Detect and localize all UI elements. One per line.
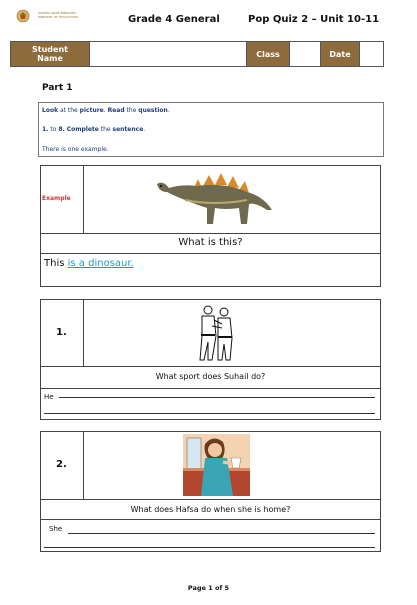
question-1-answer-line-2[interactable]	[44, 413, 375, 414]
ministry-name	[38, 11, 78, 19]
example-answer: This is a dinosaur.	[44, 258, 134, 269]
question-2-text: What does Hafsa do when she is home?	[130, 505, 291, 514]
class-label: Class	[247, 42, 289, 66]
instruction-line-3: There is one example.	[42, 146, 109, 153]
question-1-text: What sport does Suhail do?	[155, 372, 266, 381]
example-question: What is this?	[178, 237, 243, 248]
example-label: Example	[42, 195, 71, 202]
part-title: Part 1	[42, 83, 73, 93]
student-info-bar	[10, 41, 384, 67]
washing-dishes-image	[183, 434, 250, 496]
ministry-line-2: MINISTRY OF EDUCATION	[38, 15, 78, 19]
example-answer-link: is a dinosaur.	[67, 258, 134, 269]
question-2-answer-line-1[interactable]	[68, 533, 375, 534]
stegosaurus-image	[155, 170, 273, 230]
judo-image	[192, 302, 240, 362]
question-1-answer-prefix: He	[44, 393, 54, 401]
instructions-box	[38, 102, 384, 157]
date-label: Date	[321, 42, 359, 66]
instruction-line-2: 1. to 8. Complete the sentence.	[42, 126, 146, 133]
uae-emblem-icon	[16, 9, 30, 23]
instruction-line-1: Look at the picture. Read the question.	[42, 107, 170, 114]
question-2-number: 2.	[56, 459, 67, 470]
question-1-answer-line-1[interactable]	[59, 397, 375, 398]
grade-title: Grade 4 General	[128, 14, 220, 25]
question-1-number: 1.	[56, 327, 67, 338]
date-field[interactable]	[360, 42, 383, 66]
ministry-line-1: UNITED ARAB EMIRATES	[38, 11, 77, 15]
question-2-answer-prefix: She	[49, 525, 63, 533]
class-field[interactable]	[290, 42, 320, 66]
student-name-label: Student Name	[11, 42, 89, 66]
question-2-answer-line-2[interactable]	[44, 547, 375, 548]
quiz-title: Pop Quiz 2 – Unit 10-11	[248, 14, 380, 25]
page-number: Page 1 of 5	[187, 584, 230, 592]
student-name-field[interactable]	[90, 42, 246, 66]
